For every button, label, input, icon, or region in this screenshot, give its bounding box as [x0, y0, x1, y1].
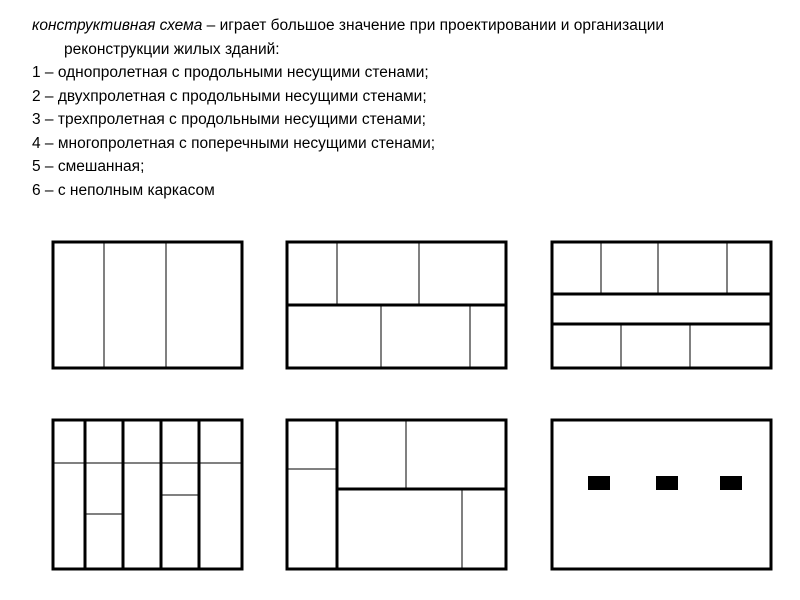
scheme-4-outline: [53, 420, 242, 569]
scheme-3-outline: [552, 242, 771, 368]
scheme-6-column: [656, 476, 678, 490]
scheme-6-column: [588, 476, 610, 490]
list-item-6: 6 – с неполным каркасом: [32, 181, 215, 199]
scheme-4-multi-span: [53, 420, 242, 569]
scheme-2-two-span: [287, 242, 506, 368]
scheme-6-incomplete-frame: [552, 420, 771, 569]
scheme-5-mixed: [287, 420, 506, 569]
scheme-6-column: [720, 476, 742, 490]
scheme-1-outline: [53, 242, 242, 368]
definition-text: – играет большое значение при проектировании и организации реконструкции жилых зданий:: [64, 17, 665, 58]
scheme-5-outline: [287, 420, 506, 569]
definition-term: конструктивная схема: [32, 17, 203, 34]
scheme-6-outline: [552, 420, 771, 569]
scheme-3-three-span: [552, 242, 771, 368]
list-item-4: 4 – многопролетная с поперечными несущими стенами;: [32, 134, 436, 152]
list-item-2: 2 – двухпролетная с продольными несущими стенами;: [32, 87, 427, 105]
list-item-3: 3 – трехпролетная с продольными несущими стенами;: [32, 111, 426, 128]
scheme-1-single-span: [53, 242, 242, 368]
list-item-1: 1 – однопролетная с продольными несущими стенами;: [32, 64, 429, 81]
list-item-5: 5 – смешанная;: [32, 158, 145, 175]
